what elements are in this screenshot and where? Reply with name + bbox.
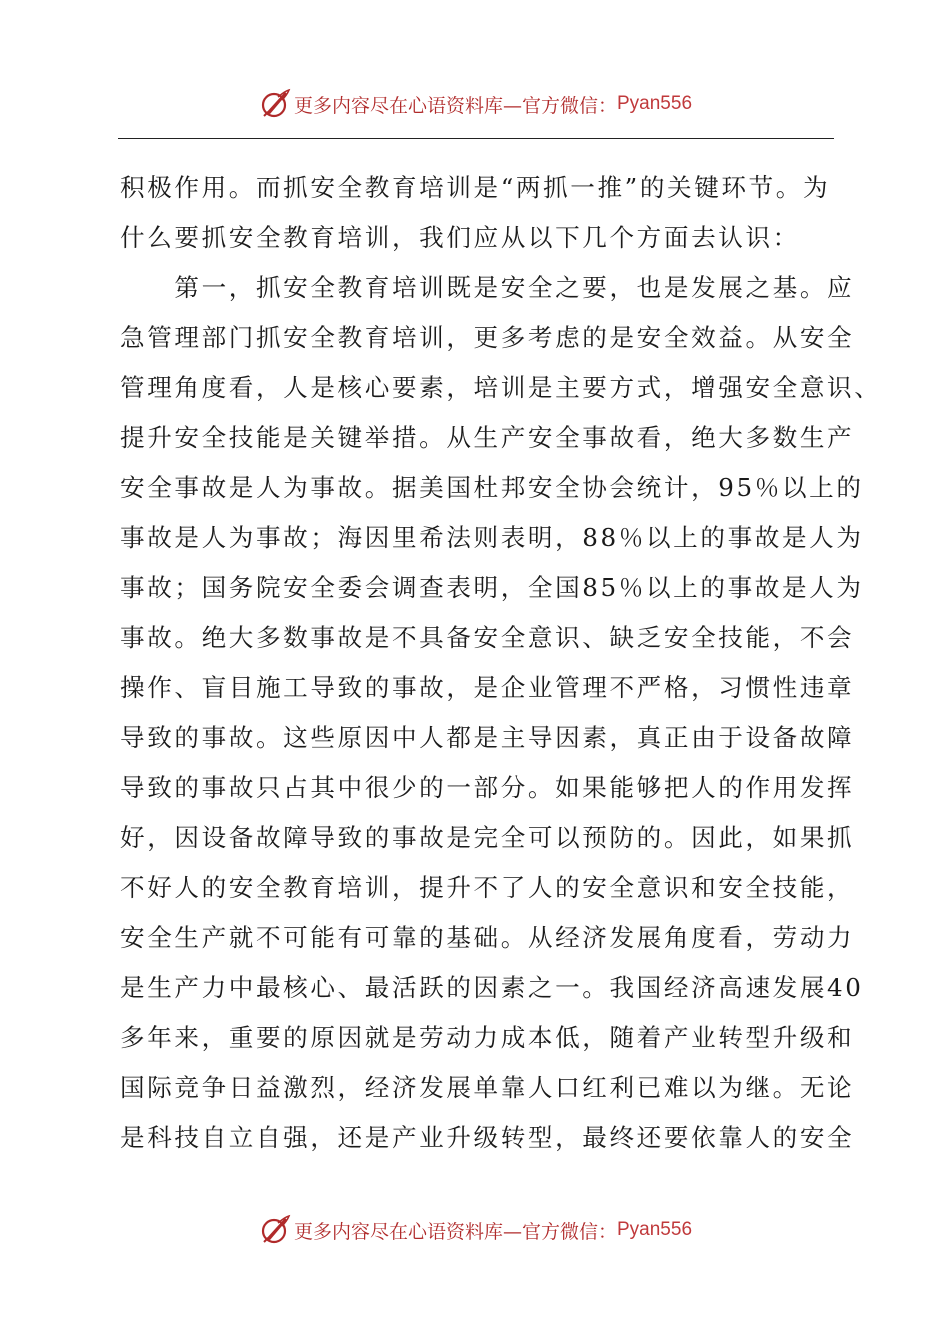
body-line: 安全事故是人为事故。据美国杜邦安全协会统计，95％以上的 (120, 473, 864, 502)
document-body (120, 168, 882, 1168)
body-line: 不好人的安全教育培训，提升不了人的安全意识和安全技能， (120, 873, 855, 902)
body-line: 事故是人为事故；海因里希法则表明，88％以上的事故是人为 (120, 523, 864, 552)
body-line: 国际竞争日益激烈，经济发展单靠人口红利已难以为继。无论 (120, 1073, 855, 1102)
footer-banner (0, 1210, 950, 1250)
body-line: 事故；国务院安全委会调查表明，全国85％以上的事故是人为 (120, 573, 864, 602)
header-wechat-id: Pyan556 (617, 93, 693, 114)
body-line: 是生产力中最核心、最活跃的因素之一。我国经济高速发展40 (120, 973, 864, 1002)
body-line: 导致的事故。这些原因中人都是主导因素，真正由于设备故障 (120, 723, 855, 752)
body-line: 提升安全技能是关键举措。从生产安全事故看，绝大多数生产 (120, 423, 855, 452)
body-line: 积极作用。而抓安全教育培训是“两抓一推”的关键环节。为 (120, 173, 831, 202)
header-divider (118, 138, 834, 139)
quill-logo-icon (258, 1213, 292, 1247)
header-banner-inner (258, 87, 692, 121)
header-banner (0, 84, 950, 124)
body-line: 急管理部门抓安全教育培训，更多考虑的是安全效益。从安全 (120, 323, 855, 352)
body-line: 什么要抓安全教育培训，我们应从以下几个方面去认识： (120, 223, 800, 252)
body-line: 导致的事故只占其中很少的一部分。如果能够把人的作用发挥 (120, 773, 855, 802)
footer-wechat-id: Pyan556 (617, 1219, 693, 1240)
body-line: 多年来，重要的原因就是劳动力成本低，随着产业转型升级和 (120, 1023, 855, 1052)
header-banner-text: 更多内容尽在心语资料库—官方微信： (293, 94, 617, 117)
body-line: 事故。绝大多数事故是不具备安全意识、缺乏安全技能，不会 (120, 623, 855, 652)
footer-banner-text: 更多内容尽在心语资料库—官方微信： (293, 1220, 617, 1243)
quill-logo-icon (258, 87, 292, 121)
body-line: 好，因设备故障导致的事故是完全可以预防的。因此，如果抓 (120, 823, 855, 852)
body-line: 安全生产就不可能有可靠的基础。从经济发展角度看，劳动力 (120, 923, 855, 952)
footer-banner-inner (258, 1213, 692, 1247)
body-line: 是科技自立自强，还是产业升级转型，最终还要依靠人的安全 (120, 1123, 855, 1152)
body-line: 第一，抓安全教育培训既是安全之要，也是发展之基。应 (120, 273, 855, 302)
body-line: 操作、盲目施工导致的事故，是企业管理不严格，习惯性违章 (120, 673, 855, 702)
body-line: 管理角度看，人是核心要素，培训是主要方式，增强安全意识、 (120, 373, 882, 402)
